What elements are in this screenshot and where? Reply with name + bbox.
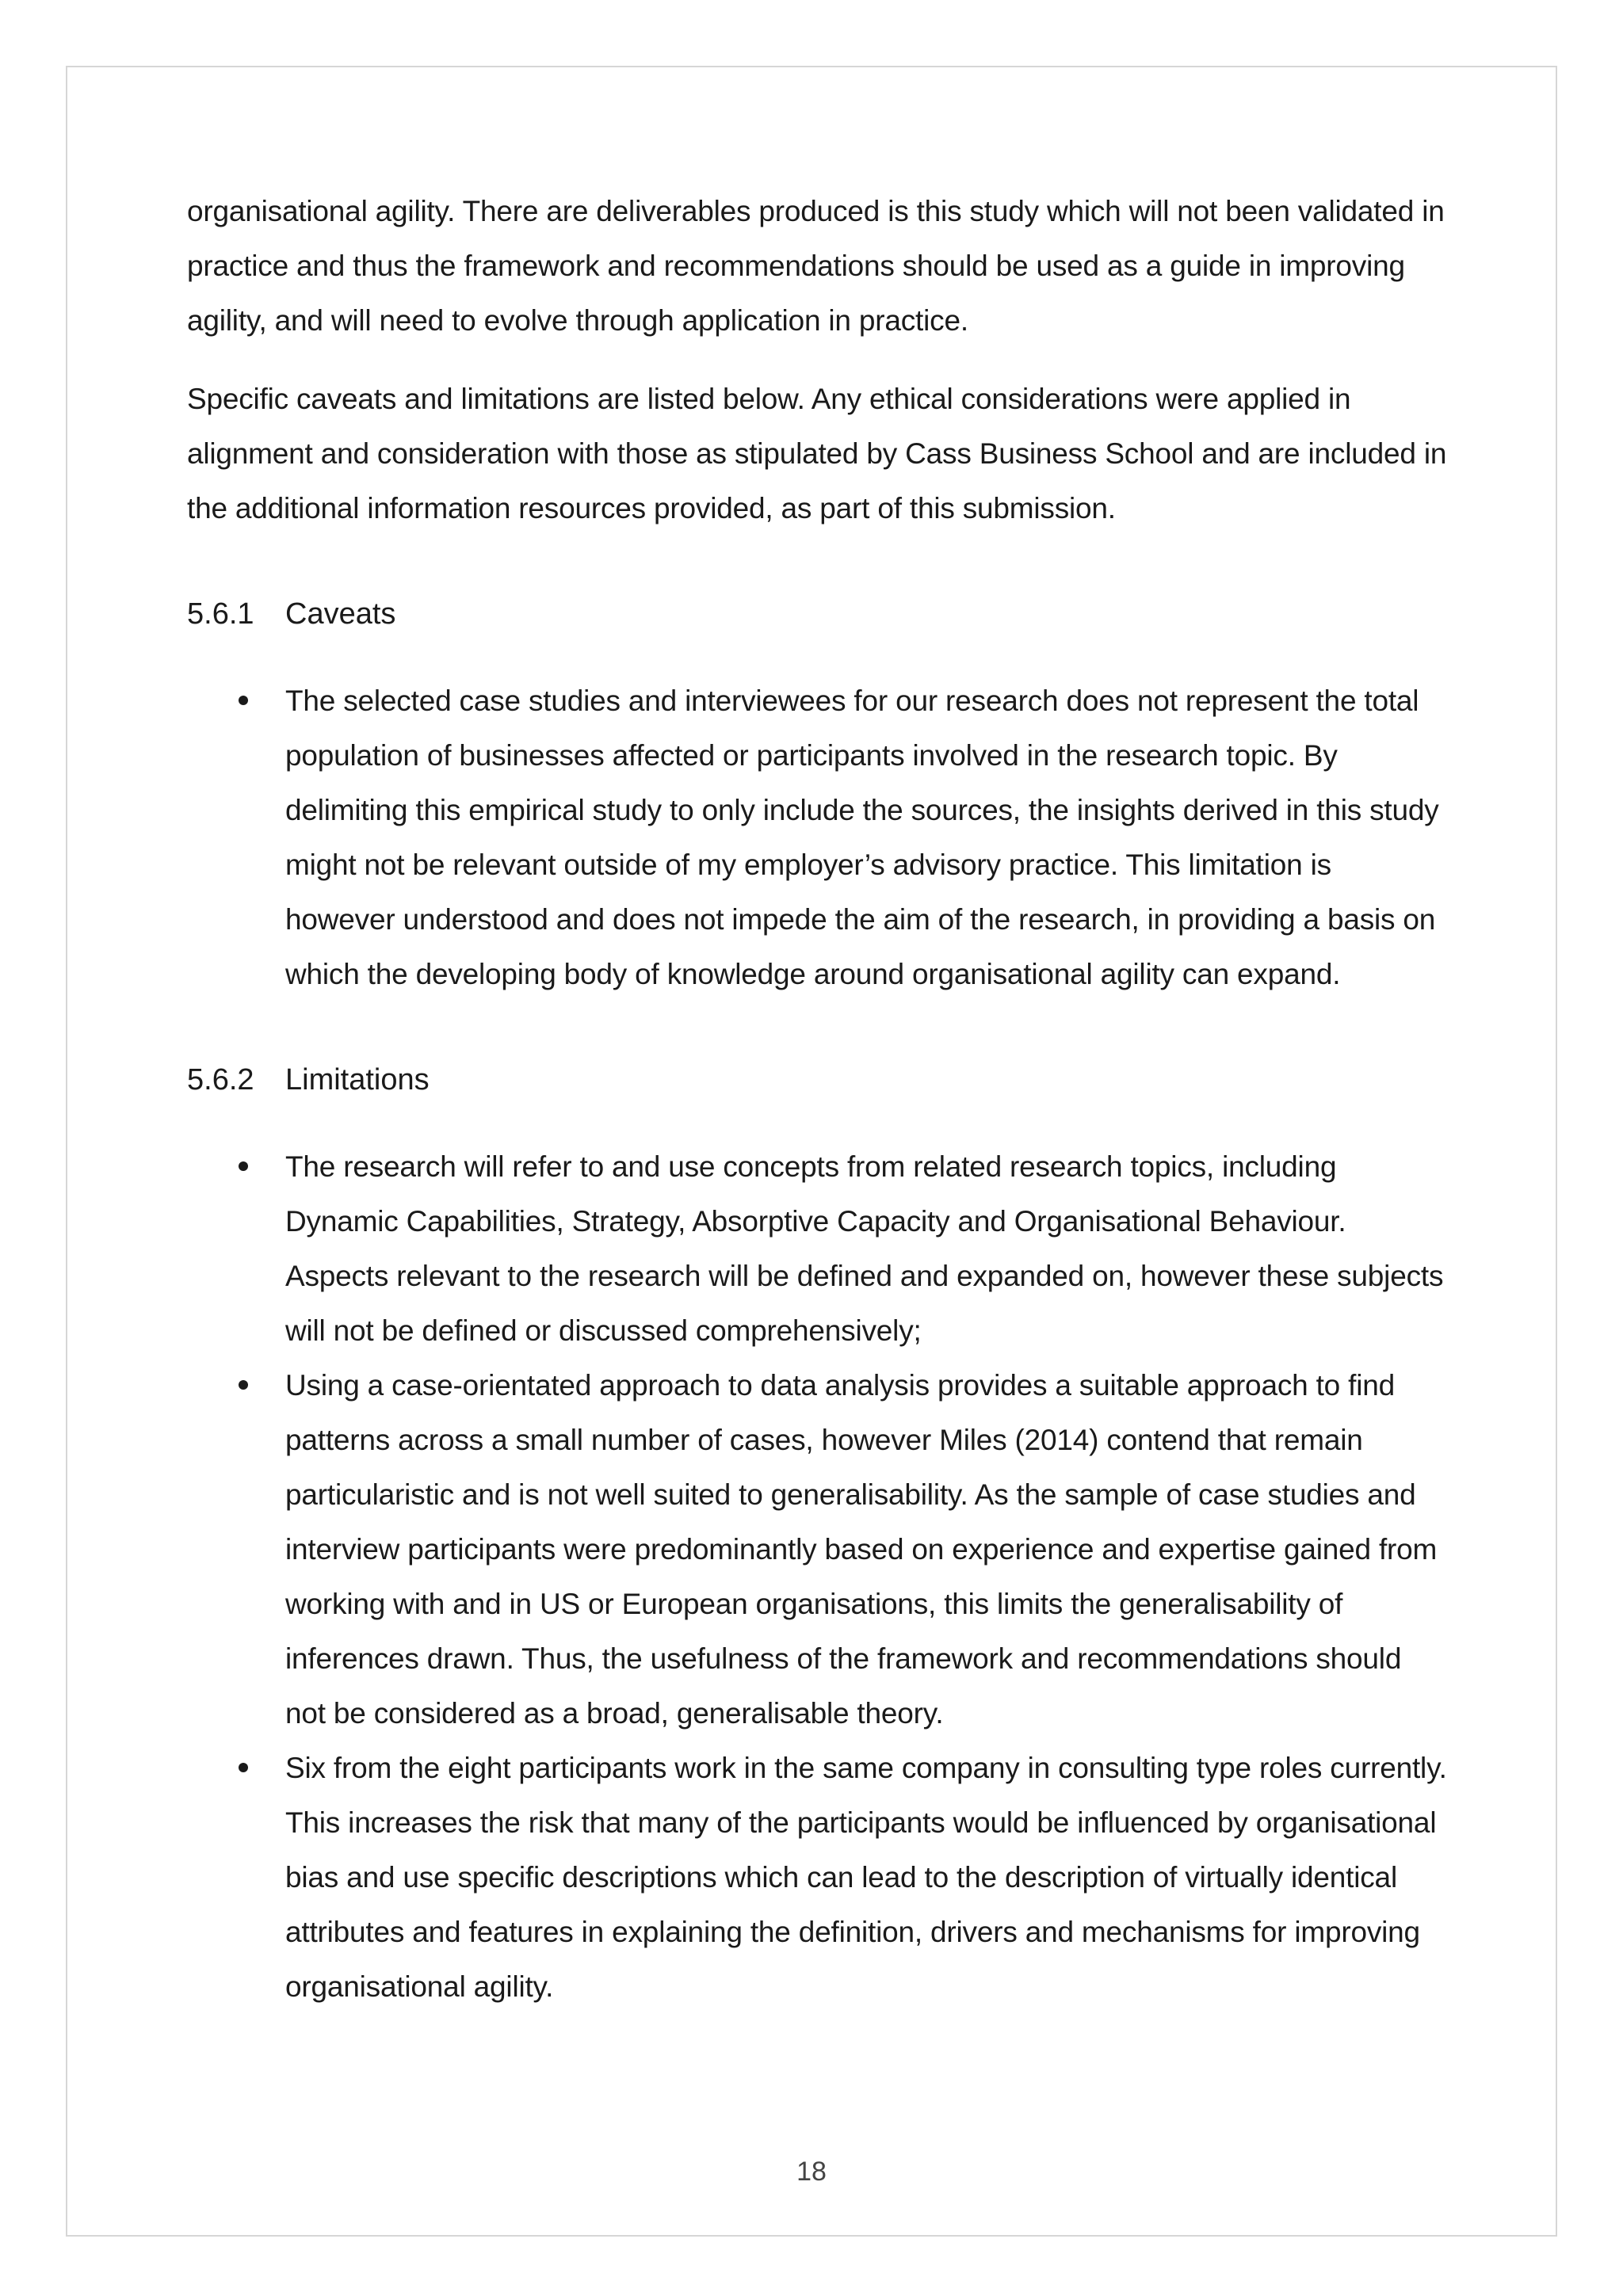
list-item (187, 1139, 1447, 1358)
bullet-icon (239, 1763, 248, 1772)
list-item (187, 1358, 1447, 1741)
list-item (187, 1741, 1447, 2014)
caveats-list (187, 673, 1447, 1001)
section-number: 5.6.2 (187, 1063, 254, 1097)
list-item-text: Using a case-orientated approach to data analysis provides a suitable approach to find patterns across a small number of cases, however Miles (2014) contend that remain particularistic and is not well suited to generalisability. As the sample of case studies and interview participants were predominantly based on experience and expertise gained from working with and in US or European organisations, this limits the generalisability of inferences drawn. Thus, the usefulness of the framework and recommendations should not be considered as a broad, generalisable theory. (285, 1369, 1438, 1730)
list-item (187, 673, 1447, 1001)
page-content (187, 184, 1447, 2014)
list-item-text: Six from the eight participants work in the same company in consulting type roles currently. This increases the risk that many of the participants would be influenced by organisational bias and use specific descriptions which can lead to the description of virtually identical attributes and features in explaining the definition, drivers and mechanisms for improving organisational agility. (285, 1752, 1447, 2003)
section-heading-limitations (187, 1053, 1447, 1108)
intro-paragraph-1: organisational agility. There are deliverables produced is this study which will not been validated in practice and thus the framework and recommendations should be used as a guide in improving agility, and will need to evolve through application in practice. (187, 195, 1445, 337)
bullet-icon (239, 696, 248, 705)
section-heading-caveats (187, 587, 1447, 642)
page-number: 18 (796, 2157, 827, 2187)
intro-paragraph-2: Specific caveats and limitations are listed below. Any ethical considerations were applied in alignment and consideration with those as stipulated by Cass Business School and are included in the additional information resources provided, as part of this submission. (187, 383, 1447, 524)
list-item-text: The research will refer to and use concepts from related research topics, including Dynamic Capabilities, Strategy, Absorptive Capacity and Organisational Behaviour. Aspects relevant to the research will be defined and expanded on, however these subjects will not be defined or discussed comprehensively; (285, 1150, 1444, 1347)
section-title: Caveats (285, 597, 396, 631)
bullet-icon (239, 1380, 248, 1390)
limitations-list (187, 1139, 1447, 2014)
section-number: 5.6.1 (187, 597, 254, 631)
list-item-text: The selected case studies and interviewees for our research does not represent the total population of businesses affected or participants involved in the research topic. By delimiting this empirical study to only include the sources, the insights derived in this study might not be relevant outside of my employer’s advisory practice. This limitation is however understood and does not impede the aim of the research, in providing a basis on which the developing body of knowledge around organisational agility can expand. (285, 685, 1439, 990)
section-title: Limitations (285, 1063, 430, 1097)
bullet-icon (239, 1161, 248, 1171)
